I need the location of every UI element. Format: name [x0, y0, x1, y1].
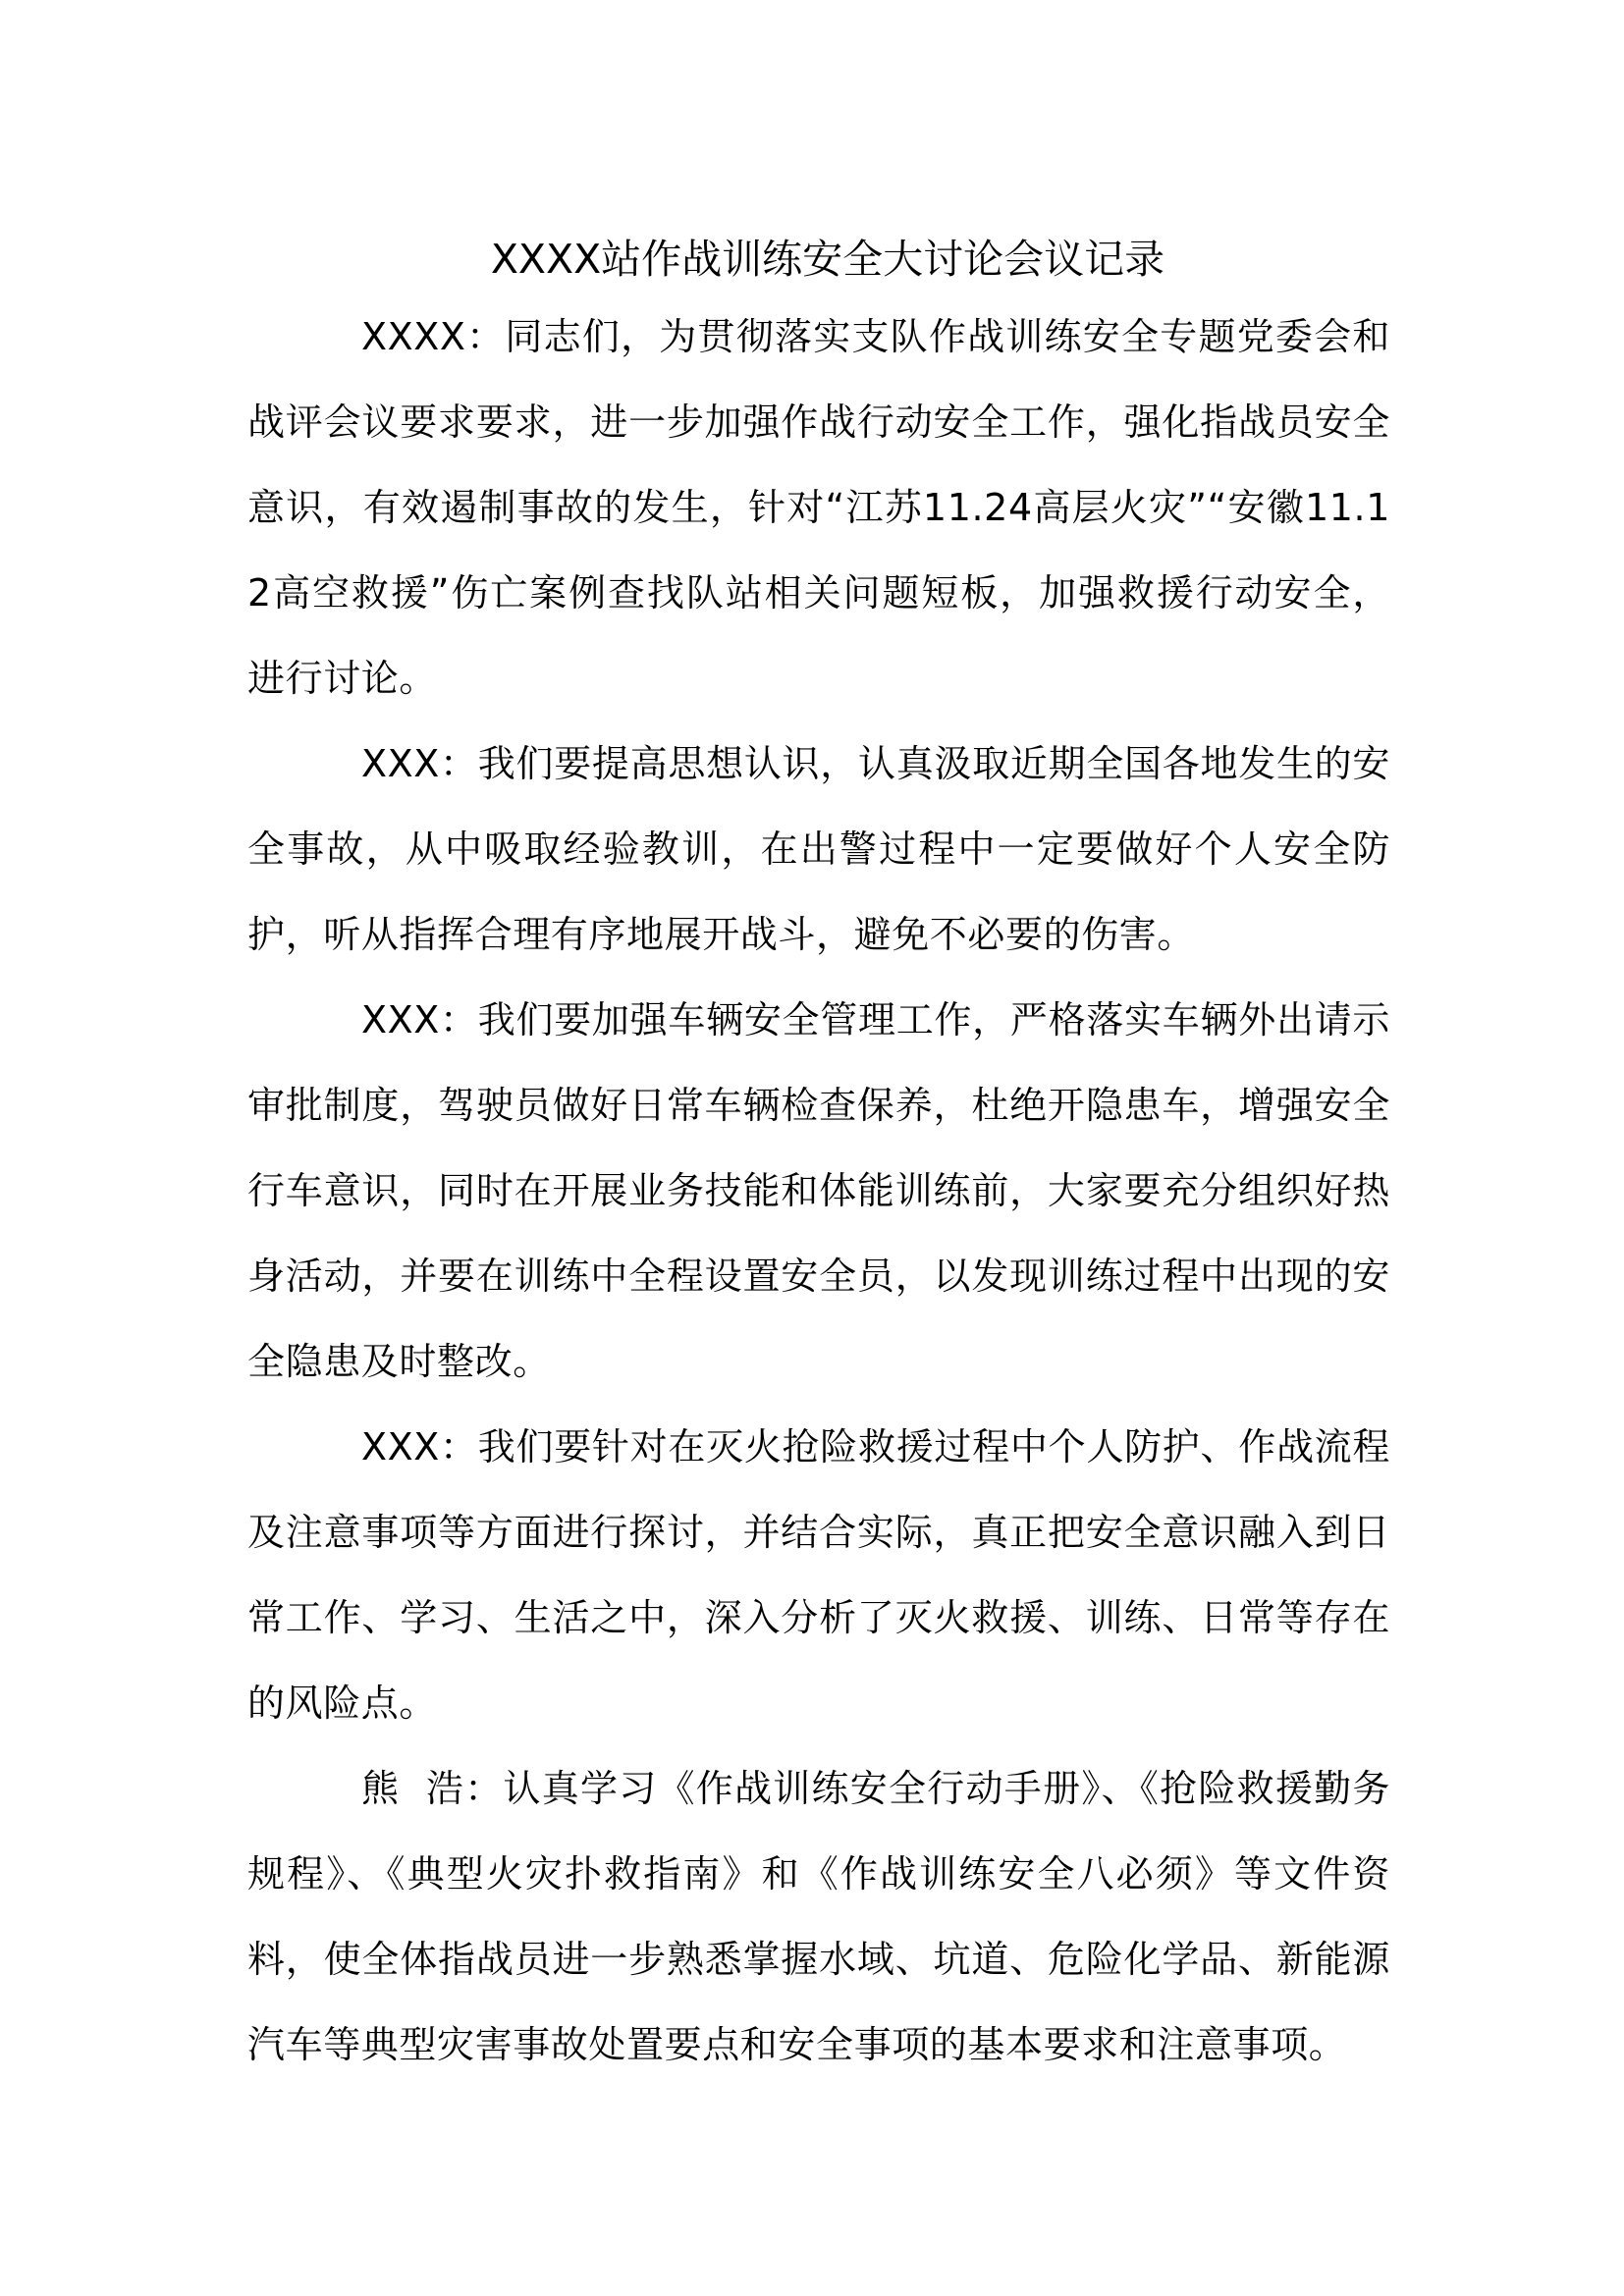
statement-text: 我们要加强车辆安全管理工作，严格落实车辆外出请示审批制度，驾驶员做好日常车辆检查保养，杜绝开隐患车，增强安全行车意识，同时在开展业务技能和体能训练前，大家要充分组织好热身活动，并要在训练中全程设置安全员，以发现训练过程中出现的安全隐患及时整改。	[247, 998, 1390, 1383]
speaker-name: XXXX：	[361, 315, 506, 358]
speaker-name: XXX：	[361, 1425, 478, 1468]
statement-text: 认真学习《作战训练安全行动手册》、《抢险救援勤务规程》、《典型火灾扑救指南》和《作战训练安全八必须》等文件资料，使全体指战员进一步熟悉掌握水域、坑道、危险化学品、新能源汽车等典型灾害事故处置要点和安全事项的基本要求和注意事项。	[247, 1767, 1390, 2066]
meeting-statement-4	[247, 1405, 1390, 1746]
speaker-name: XXX：	[361, 998, 478, 1041]
document-page	[247, 224, 1390, 2088]
speaker-name: 熊 浩：	[361, 1767, 504, 1810]
meeting-statement-3	[247, 978, 1390, 1405]
statement-text: 我们要针对在灭火抢险救援过程中个人防护、作战流程及注意事项等方面进行探讨，并结合实际，真正把安全意识融入到日常工作、学习、生活之中，深入分析了灭火救援、训练、日常等存在的风险点。	[247, 1425, 1390, 1725]
meeting-statement-1	[247, 294, 1390, 721]
document-title: XXXX站作战训练安全大讨论会议记录	[490, 236, 1165, 283]
meeting-statement-2	[247, 721, 1390, 978]
speaker-name: XXX：	[361, 742, 478, 785]
statement-text: 我们要提高思想认识，认真汲取近期全国各地发生的安全事故，从中吸取经验教训，在出警过程中一定要做好个人安全防护，听从指挥合理有序地展开战斗，避免不必要的伤害。	[247, 742, 1390, 956]
statement-text: 同志们，为贯彻落实支队作战训练安全专题党委会和战评会议要求要求，进一步加强作战行动安全工作，强化指战员安全意识，有效遏制事故的发生，针对“江苏11.24高层火灾”“安徽11.12高空救援”伤亡案例查找队站相关问题短板，加强救援行动安全，进行讨论。	[247, 315, 1390, 700]
meeting-statement-5	[247, 1746, 1390, 2088]
